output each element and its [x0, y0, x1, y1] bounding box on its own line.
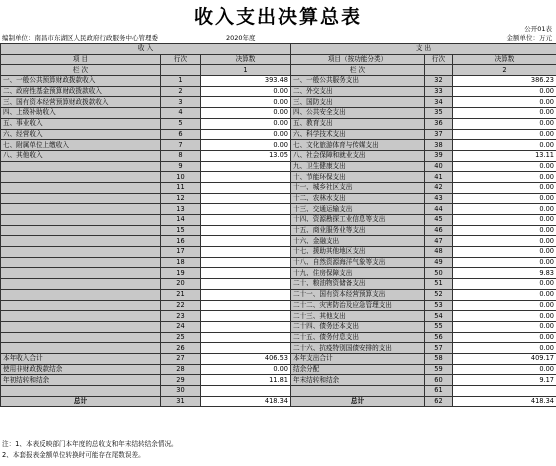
table-row — [1, 289, 556, 300]
income-line: 16 — [161, 236, 201, 247]
table-row — [1, 364, 556, 375]
expense-line: 36 — [425, 118, 453, 129]
expense-line: 53 — [425, 300, 453, 311]
income-item — [1, 332, 161, 343]
expense-line: 46 — [425, 225, 453, 236]
income-header: 收 入 — [1, 44, 291, 55]
income-item — [1, 193, 161, 204]
expense-line: 37 — [425, 129, 453, 140]
income-line: 13 — [161, 204, 201, 215]
summary-table — [0, 43, 556, 407]
expense-item: 七、文化旅游体育与传媒支出 — [291, 140, 425, 151]
expense-col-label: 栏 次 — [291, 65, 425, 76]
income-line: 9 — [161, 161, 201, 172]
income-line: 5 — [161, 118, 201, 129]
income-item — [1, 172, 161, 183]
income-amount — [201, 386, 291, 397]
expense-amount: 0.00 — [453, 204, 556, 215]
expense-item: 二十三、其他支出 — [291, 311, 425, 322]
income-amount — [201, 182, 291, 193]
table-row — [1, 257, 556, 268]
expense-line: 34 — [425, 97, 453, 108]
footnote-2: 2、本套报表金额单位转换时可能存在尾数误差。 — [2, 451, 145, 459]
income-item: 年初结转和结余 — [1, 375, 161, 386]
table-row — [1, 311, 556, 322]
income-line: 10 — [161, 172, 201, 183]
expense-line: 60 — [425, 375, 453, 386]
income-amount — [201, 236, 291, 247]
expense-line: 32 — [425, 76, 453, 87]
income-item — [1, 386, 161, 397]
expense-item: 三、国防支出 — [291, 97, 425, 108]
income-line: 14 — [161, 215, 201, 226]
expense-item: 二、外交支出 — [291, 86, 425, 97]
expense-item: 十二、农林水支出 — [291, 193, 425, 204]
income-amount — [201, 257, 291, 268]
table-row — [1, 321, 556, 332]
expense-amount: 0.00 — [453, 257, 556, 268]
expense-line: 61 — [425, 386, 453, 397]
income-item: 七、附属单位上缴收入 — [1, 140, 161, 151]
income-item — [1, 225, 161, 236]
expense-line: 35 — [425, 108, 453, 119]
income-line: 19 — [161, 268, 201, 279]
income-line: 29 — [161, 375, 201, 386]
expense-amount: 9.83 — [453, 268, 556, 279]
table-row — [1, 108, 556, 119]
expense-item: 六、科学技术支出 — [291, 129, 425, 140]
income-line: 2 — [161, 86, 201, 97]
expense-item: 二十一、国有资本经营预算支出 — [291, 289, 425, 300]
income-line: 17 — [161, 247, 201, 258]
income-item — [1, 268, 161, 279]
expense-amount: 0.00 — [453, 225, 556, 236]
income-amount: 0.00 — [201, 97, 291, 108]
income-item-header: 项 目 — [1, 54, 161, 65]
income-item — [1, 215, 161, 226]
income-amount — [201, 311, 291, 322]
income-item: 四、上级补助收入 — [1, 108, 161, 119]
income-item — [1, 247, 161, 258]
income-amount: 0.00 — [201, 140, 291, 151]
table-row — [1, 118, 556, 129]
income-item — [1, 161, 161, 172]
expense-line-header: 行次 — [425, 54, 453, 65]
expense-item: 十九、住房保障支出 — [291, 268, 425, 279]
expense-amount: 9.17 — [453, 375, 556, 386]
income-line-header: 行次 — [161, 54, 201, 65]
expense-item: 五、教育支出 — [291, 118, 425, 129]
expense-item — [291, 386, 425, 397]
expense-amount: 0.00 — [453, 311, 556, 322]
expense-line: 39 — [425, 150, 453, 161]
footnotes — [2, 439, 178, 461]
income-line: 12 — [161, 193, 201, 204]
income-amount — [201, 300, 291, 311]
income-amount — [201, 279, 291, 290]
expense-amount: 0.00 — [453, 247, 556, 258]
expense-item: 十五、商业服务业等支出 — [291, 225, 425, 236]
currency-unit: 金额单位：万元 — [506, 34, 552, 42]
income-line: 20 — [161, 279, 201, 290]
income-amount — [201, 161, 291, 172]
report-year: 2020年度 — [226, 34, 256, 42]
income-item: 一、一般公共预算财政拨款收入 — [1, 76, 161, 87]
income-line: 11 — [161, 182, 201, 193]
expense-col-number: 2 — [453, 65, 556, 76]
expense-item: 十三、交通运输支出 — [291, 204, 425, 215]
income-item: 六、经营收入 — [1, 129, 161, 140]
expense-line: 49 — [425, 257, 453, 268]
income-line: 8 — [161, 150, 201, 161]
expense-item: 二十五、债务付息支出 — [291, 332, 425, 343]
income-amount: 393.48 — [201, 76, 291, 87]
table-row — [1, 225, 556, 236]
expense-item: 十、节能环保支出 — [291, 172, 425, 183]
income-line: 7 — [161, 140, 201, 151]
table-row — [1, 375, 556, 386]
income-line: 28 — [161, 364, 201, 375]
expense-item: 二十六、抗疫特别国债安排的支出 — [291, 343, 425, 354]
income-line: 15 — [161, 225, 201, 236]
income-amount: 0.00 — [201, 86, 291, 97]
expense-amount: 0.00 — [453, 161, 556, 172]
expense-amount: 0.00 — [453, 289, 556, 300]
income-line: 6 — [161, 129, 201, 140]
income-amount — [201, 225, 291, 236]
table-row — [1, 193, 556, 204]
table-row — [1, 172, 556, 183]
expense-item: 一、一般公共服务支出 — [291, 76, 425, 87]
expense-line: 47 — [425, 236, 453, 247]
income-amount — [201, 321, 291, 332]
income-item — [1, 182, 161, 193]
expense-amount-header: 决算数 — [453, 54, 556, 65]
income-amount — [201, 215, 291, 226]
income-item — [1, 343, 161, 354]
income-amount — [201, 204, 291, 215]
income-line: 4 — [161, 108, 201, 119]
income-item: 五、事业收入 — [1, 118, 161, 129]
expense-amount: 0.00 — [453, 172, 556, 183]
income-amount: 0.00 — [201, 364, 291, 375]
income-total-line: 31 — [161, 396, 201, 407]
expense-amount: 0.00 — [453, 364, 556, 375]
expense-amount: 0.00 — [453, 118, 556, 129]
income-item: 本年收入合计 — [1, 353, 161, 364]
expense-line: 43 — [425, 193, 453, 204]
expense-item: 十六、金融支出 — [291, 236, 425, 247]
income-amount: 0.00 — [201, 129, 291, 140]
expense-amount: 0.00 — [453, 182, 556, 193]
expense-line: 48 — [425, 247, 453, 258]
table-row — [1, 279, 556, 290]
income-line: 3 — [161, 97, 201, 108]
table-row — [1, 76, 556, 87]
income-item — [1, 236, 161, 247]
expense-item: 本年支出合计 — [291, 353, 425, 364]
expense-amount: 0.00 — [453, 193, 556, 204]
expense-amount: 409.17 — [453, 353, 556, 364]
expense-item: 二十、粮油物资储备支出 — [291, 279, 425, 290]
income-item — [1, 300, 161, 311]
table-row — [1, 353, 556, 364]
expense-item: 八、社会保障和就业支出 — [291, 150, 425, 161]
expense-amount: 0.00 — [453, 129, 556, 140]
footnote-1: 注：1、本表反映部门本年度的总收支和年末结转结余情况。 — [2, 440, 178, 448]
income-amount: 406.53 — [201, 353, 291, 364]
expense-amount: 0.00 — [453, 279, 556, 290]
expense-item: 结余分配 — [291, 364, 425, 375]
expense-item: 二十四、债务还本支出 — [291, 321, 425, 332]
table-row — [1, 215, 556, 226]
table-row — [1, 300, 556, 311]
table-row — [1, 97, 556, 108]
expense-line: 59 — [425, 364, 453, 375]
expense-line: 38 — [425, 140, 453, 151]
table-row — [1, 86, 556, 97]
income-amount — [201, 193, 291, 204]
expense-line: 54 — [425, 311, 453, 322]
income-line: 22 — [161, 300, 201, 311]
table-row — [1, 204, 556, 215]
income-total-label: 总计 — [1, 396, 161, 407]
income-item — [1, 204, 161, 215]
form-number: 公开01表 — [524, 25, 552, 33]
table-row — [1, 268, 556, 279]
expense-amount: 0.00 — [453, 321, 556, 332]
expense-total-line: 62 — [425, 396, 453, 407]
table-row — [1, 140, 556, 151]
income-item: 二、政府性基金预算财政拨款收入 — [1, 86, 161, 97]
expense-line: 33 — [425, 86, 453, 97]
income-line: 26 — [161, 343, 201, 354]
expense-item: 四、公共安全支出 — [291, 108, 425, 119]
expense-amount: 0.00 — [453, 343, 556, 354]
income-amount — [201, 343, 291, 354]
expense-item: 十七、援助其他地区支出 — [291, 247, 425, 258]
expense-item: 十八、自然资源海洋气象等支出 — [291, 257, 425, 268]
income-item — [1, 257, 161, 268]
expense-total-amount: 418.34 — [453, 396, 556, 407]
income-amount — [201, 268, 291, 279]
income-line: 21 — [161, 289, 201, 300]
income-amount: 13.05 — [201, 150, 291, 161]
income-amount: 0.00 — [201, 118, 291, 129]
expense-item: 十四、资源勘探工业信息等支出 — [291, 215, 425, 226]
income-item: 八、其他收入 — [1, 150, 161, 161]
income-amount: 11.81 — [201, 375, 291, 386]
income-item — [1, 311, 161, 322]
income-item: 三、国有资本经营预算财政拨款收入 — [1, 97, 161, 108]
table-row — [1, 332, 556, 343]
expense-item: 年末结转和结余 — [291, 375, 425, 386]
expense-line: 50 — [425, 268, 453, 279]
expense-line: 42 — [425, 182, 453, 193]
table-row — [1, 129, 556, 140]
expense-line: 51 — [425, 279, 453, 290]
income-total-amount: 418.34 — [201, 396, 291, 407]
income-col-number: 1 — [201, 65, 291, 76]
income-col-label: 栏 次 — [1, 65, 161, 76]
expense-line: 41 — [425, 172, 453, 183]
income-line: 23 — [161, 311, 201, 322]
expense-line: 45 — [425, 215, 453, 226]
income-amount-header: 决算数 — [201, 54, 291, 65]
expense-amount: 0.00 — [453, 300, 556, 311]
expense-amount: 0.00 — [453, 236, 556, 247]
income-amount — [201, 172, 291, 183]
expense-line: 57 — [425, 343, 453, 354]
expense-item: 九、卫生健康支出 — [291, 161, 425, 172]
expense-line: 40 — [425, 161, 453, 172]
income-item — [1, 321, 161, 332]
expense-line: 58 — [425, 353, 453, 364]
income-amount — [201, 289, 291, 300]
income-item — [1, 279, 161, 290]
expense-item-header: 项目（按功能分类） — [291, 54, 425, 65]
expense-line: 52 — [425, 289, 453, 300]
expense-amount — [453, 386, 556, 397]
expense-line: 55 — [425, 321, 453, 332]
table-row — [1, 343, 556, 354]
table-row — [1, 150, 556, 161]
income-line: 1 — [161, 76, 201, 87]
income-line: 30 — [161, 386, 201, 397]
income-item: 使用非财政拨款结余 — [1, 364, 161, 375]
table-row — [1, 161, 556, 172]
expense-line: 56 — [425, 332, 453, 343]
expense-item: 二十二、灾害防治及应急管理支出 — [291, 300, 425, 311]
table-row — [1, 236, 556, 247]
table-row — [1, 247, 556, 258]
table-row — [1, 386, 556, 397]
expense-total-label: 总计 — [291, 396, 425, 407]
table-body — [1, 76, 556, 397]
expense-line: 44 — [425, 204, 453, 215]
income-item — [1, 289, 161, 300]
income-amount: 0.00 — [201, 108, 291, 119]
report-title: 收入支出决算总表 — [193, 6, 362, 28]
expense-amount: 13.11 — [453, 150, 556, 161]
expense-amount: 0.00 — [453, 140, 556, 151]
income-line: 18 — [161, 257, 201, 268]
expense-amount: 386.23 — [453, 76, 556, 87]
income-line: 25 — [161, 332, 201, 343]
expense-item: 十一、城乡社区支出 — [291, 182, 425, 193]
table-row — [1, 182, 556, 193]
income-amount — [201, 247, 291, 258]
income-line: 24 — [161, 321, 201, 332]
unit-label: 编制单位：南昌市东湖区人民政府行政服务中心管理委 — [2, 34, 158, 42]
expense-amount: 0.00 — [453, 215, 556, 226]
expense-header: 支 出 — [291, 44, 556, 55]
expense-amount: 0.00 — [453, 97, 556, 108]
expense-amount: 0.00 — [453, 86, 556, 97]
expense-amount: 0.00 — [453, 332, 556, 343]
expense-amount: 0.00 — [453, 108, 556, 119]
income-amount — [201, 332, 291, 343]
income-line: 27 — [161, 353, 201, 364]
